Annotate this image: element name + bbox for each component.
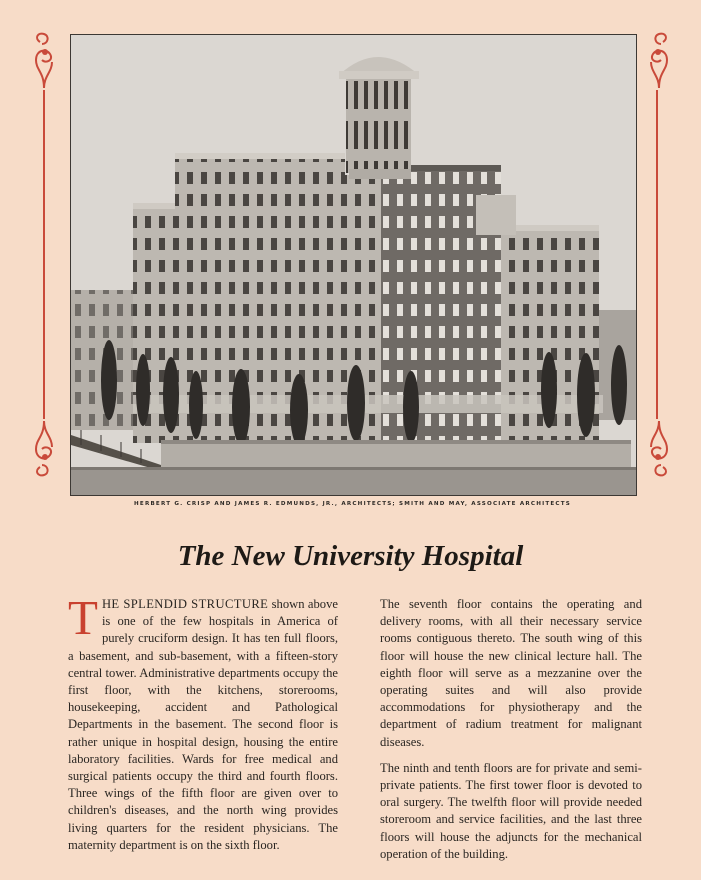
- lead-smallcaps: HE SPLENDID STRUCTURE: [101, 597, 269, 611]
- scroll-ornament-icon: [643, 32, 673, 88]
- photo-credit-caption: HERBERT G. CRISP AND JAMES R. EDMUNDS, JR., ARCHITECTS; SMITH AND MAY, ASSOCIATE ARCHITECTS: [134, 501, 571, 507]
- paragraph-text: shown above is one of the few hospitals in America of purely cruciform design. It has ten full floors, a basement, and sub-basement, with a fifteen-story central tower. Administrative departments occupy the first floor, with the kitchens, storerooms, housekeeping, accident and Pathological Departments in the basement. The second floor is rather unique in hospital design, housing the entire laboratory facilities. Wards for free medical and surgical patients occupy the third and fourth floors. Three wings of the fifth floor are given over to children's diseases, and the north wing provides living quarters for the resident physicians. The maternity department is on the sixth floor.: [68, 597, 338, 852]
- left-ornamental-border: [30, 32, 60, 477]
- article-title: The New University Hospital: [177, 540, 524, 572]
- scroll-ornament-icon: [30, 421, 60, 477]
- hospital-photograph: [70, 34, 637, 496]
- article-paragraph: The seventh floor contains the operating and delivery rooms, with all their necessary service rooms contiguous thereto. The south wing of this floor will house the new clinical lecture hall. The eighth floor will serve as a mezzanine over the operating suites and will also provide accommodations for physiotherapy and the department of radium treatment for malignant diseases.: [380, 597, 642, 749]
- article-paragraph: [68, 590, 338, 854]
- article-column-right: [380, 596, 642, 872]
- right-ornamental-border: [643, 32, 673, 477]
- drop-cap: T: [68, 590, 98, 645]
- scroll-ornament-icon: [30, 32, 60, 88]
- article-paragraph: The ninth and tenth floors are for private and semi-private patients. The first tower floor is devoted to oral surgery. The twelfth floor will provide needed storeroom and service facilities, and the last three floors will house the adjuncts for the mechanical operation of the building.: [380, 760, 642, 861]
- scroll-ornament-icon: [643, 421, 673, 477]
- article-column-left: [68, 590, 338, 863]
